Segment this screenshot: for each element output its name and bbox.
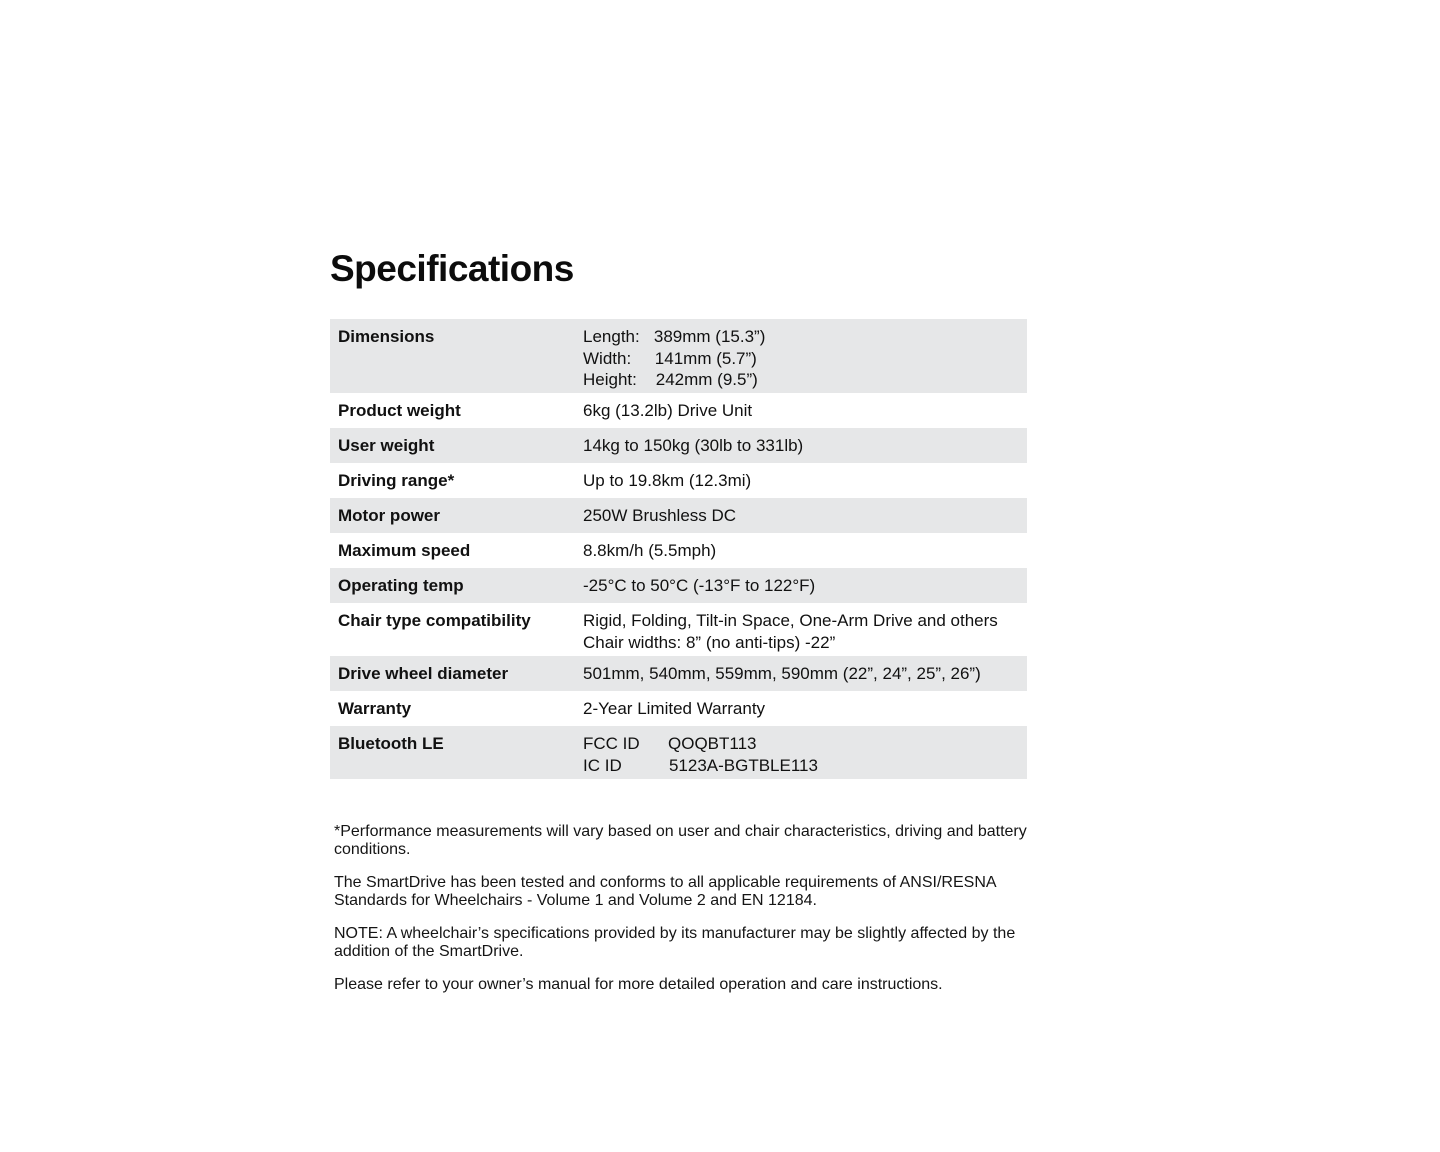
- spec-value-line: 2-Year Limited Warranty: [583, 699, 766, 718]
- spec-label: Motor power: [338, 506, 440, 525]
- spec-label: Bluetooth LE: [338, 734, 444, 753]
- spec-value: [583, 435, 1019, 459]
- spec-value-line: Width: 141mm (5.7”): [583, 348, 757, 368]
- spec-value: [583, 575, 1019, 599]
- footnotes: [334, 823, 1034, 1010]
- footnote-manual: Please refer to your owner’s manual for more detailed operation and care instructions.: [334, 976, 943, 993]
- spec-label: User weight: [338, 436, 435, 455]
- spec-value: [583, 733, 1019, 775]
- spec-value: [583, 470, 1019, 494]
- spec-value: [583, 505, 1019, 529]
- spec-value-line: FCC ID QOQBT113: [583, 734, 757, 753]
- page-title: Specifications: [330, 248, 574, 289]
- spec-row-bluetooth-le: [330, 726, 1027, 779]
- spec-value-line: 8.8km/h (5.5mph): [583, 541, 717, 560]
- spec-value-line: 501mm, 540mm, 559mm, 590mm (22”, 24”, 25”, 26”): [583, 664, 981, 683]
- spec-label: Warranty: [338, 699, 412, 718]
- spec-label: Maximum speed: [338, 541, 471, 560]
- spec-label: Dimensions: [338, 327, 435, 346]
- spec-value-line: IC ID 5123A-BGTBLE113: [583, 755, 818, 775]
- spec-value-line: Height: 242mm (9.5”): [583, 370, 758, 389]
- spec-label: Product weight: [338, 401, 461, 420]
- spec-value-line: -25°C to 50°C (-13°F to 122°F): [583, 576, 816, 595]
- spec-value-line: Up to 19.8km (12.3mi): [583, 471, 752, 490]
- spec-value-line: 6kg (13.2lb) Drive Unit: [583, 401, 753, 420]
- spec-label: Driving range*: [338, 471, 455, 490]
- spec-value: [583, 400, 1019, 424]
- spec-value-line: 14kg to 150kg (30lb to 331lb): [583, 436, 804, 455]
- spec-row-maximum-speed: [330, 533, 1027, 568]
- footnote-standards: The SmartDrive has been tested and conforms to all applicable requirements of ANSI/RESNA Standards for Wheelchairs - Volume 1 and Volume 2 and EN 12184.: [334, 874, 996, 909]
- spec-label: Chair type compatibility: [338, 611, 531, 630]
- spec-value-line: 250W Brushless DC: [583, 506, 737, 525]
- spec-value-line: Length: 389mm (15.3”): [583, 327, 766, 346]
- spec-value: [583, 663, 1019, 687]
- spec-row-motor-power: [330, 498, 1027, 533]
- spec-value: [583, 610, 1019, 652]
- spec-value: [583, 698, 1019, 722]
- spec-value: [583, 540, 1019, 564]
- spec-row-dimensions: [330, 319, 1027, 393]
- spec-value-line: Chair widths: 8” (no anti-tips) -22”: [583, 632, 836, 652]
- spec-row-product-weight: [330, 393, 1027, 428]
- spec-value-line: Rigid, Folding, Tilt-in Space, One-Arm Drive and others: [583, 611, 998, 630]
- spec-label: Drive wheel diameter: [338, 664, 509, 683]
- spec-value: [583, 326, 1019, 389]
- spec-row-warranty: [330, 691, 1027, 726]
- spec-label: Operating temp: [338, 576, 464, 595]
- footnote-performance: *Performance measurements will vary based on user and chair characteristics, driving and battery conditions.: [334, 823, 1027, 858]
- footnote-note: NOTE: A wheelchair’s specifications provided by its manufacturer may be slightly affected by the addition of the SmartDrive.: [334, 925, 1016, 960]
- spec-row-operating-temp: [330, 568, 1027, 603]
- spec-row-user-weight: [330, 428, 1027, 463]
- specifications-table: [330, 319, 1027, 779]
- spec-row-driving-range: [330, 463, 1027, 498]
- spec-row-drive-wheel-diameter: [330, 656, 1027, 691]
- spec-row-chair-type-compatibility: [330, 603, 1027, 656]
